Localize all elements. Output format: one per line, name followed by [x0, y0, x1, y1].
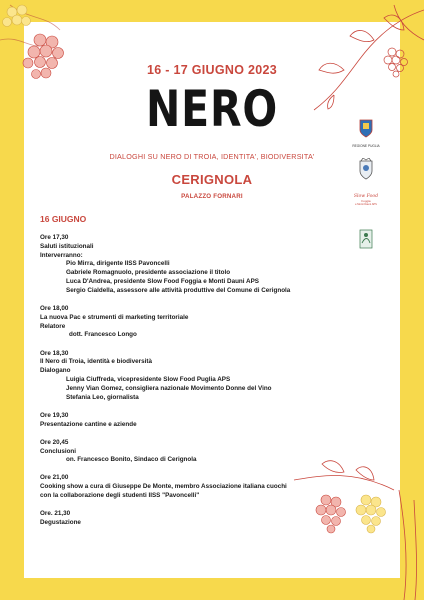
program-time: Ore. 21,30 — [40, 510, 71, 518]
program-item — [40, 350, 340, 403]
program-time: Ore 17,30 — [40, 234, 69, 241]
program-speaker: Luca D'Andrea, presidente Slow Food Foggia e Monti Dauni APS — [66, 277, 259, 285]
program-item — [40, 412, 340, 430]
program-speaker: Jenny Vian Gomez, consigliera nazionale Movimento Donne del Vino — [66, 384, 272, 392]
event-venue: PALAZZO FORNARI — [181, 193, 243, 200]
program-line: Relatore — [40, 322, 66, 330]
program-speaker: Luigia Ciuffreda, vicepresidente Slow Food Puglia APS — [66, 375, 231, 383]
program-item — [40, 234, 340, 296]
program-speaker: Gabriele Romagnuolo, presidente associazione il titolo — [66, 269, 231, 277]
program-time: Ore 18,00 — [40, 304, 69, 312]
program-speaker: Pio Mirra, dirigente IISS Pavoncelli — [66, 260, 170, 268]
slow-food-city: Foggia — [361, 199, 371, 203]
regione-puglia-caption: REGIONE PUGLIA — [352, 144, 380, 148]
program-line: Conclusioni — [40, 447, 77, 455]
regione-puglia-logo — [352, 118, 380, 148]
program-item — [40, 474, 340, 500]
program-item — [40, 305, 340, 340]
program-day: 16 GIUGNO — [40, 214, 87, 224]
municipal-crest-logo — [352, 158, 380, 185]
program-line: con la collaborazione degli studenti IISS "Pavoncelli" — [40, 492, 200, 500]
program-line: Presentazione cantine e aziende — [40, 420, 137, 428]
program-line: Il Nero di Troia, identità e biodiversità — [40, 358, 152, 366]
program-item — [40, 510, 340, 528]
program-speaker: Stefania Leo, giornalista — [66, 393, 139, 401]
program-time: Ore 18,30 — [40, 349, 69, 357]
school-emblem-icon — [358, 228, 374, 250]
event-title: NERO — [145, 80, 279, 138]
event-dates: 16 - 17 GIUGNO 2023 — [146, 63, 278, 77]
program-speaker: on. Francesco Bonito, Sindaco di Cerignola — [66, 456, 197, 464]
program-list — [40, 234, 340, 537]
program-line: Cooking show a cura di Giuseppe De Monte, membro Associazione italiana cuochi — [40, 483, 287, 491]
program-line: La nuova Pac e strumenti di marketing territoriale — [40, 313, 189, 321]
program-speaker: dott. Francesco Longo — [69, 331, 137, 339]
school-logo — [352, 228, 380, 255]
program-line: Saluti istituzionali — [40, 242, 94, 250]
event-subtitle: DIALOGHI SU NERO DI TROIA, IDENTITA', BIODIVERSITA' — [109, 152, 315, 161]
event-city: CERIGNOLA — [171, 172, 253, 187]
regione-puglia-crest-icon — [358, 118, 374, 138]
program-time: Ore 19,30 — [40, 411, 69, 419]
slow-food-name: Slow Food — [353, 194, 379, 199]
program-time: Ore 21,00 — [40, 474, 69, 482]
program-line: Interverranno: — [40, 251, 83, 259]
slow-food-logo — [352, 194, 380, 206]
program-line: Degustazione — [40, 519, 81, 527]
municipal-crest-icon — [357, 158, 375, 180]
program-item — [40, 439, 340, 465]
program-speaker: Sergio Cialdella, assessore alle attività produttive del Comune di Cerignola — [66, 286, 291, 294]
program-line: Dialogano — [40, 367, 71, 375]
slow-food-area: e Monti Dauni APS — [355, 203, 377, 206]
program-time: Ore 20,45 — [40, 438, 69, 446]
